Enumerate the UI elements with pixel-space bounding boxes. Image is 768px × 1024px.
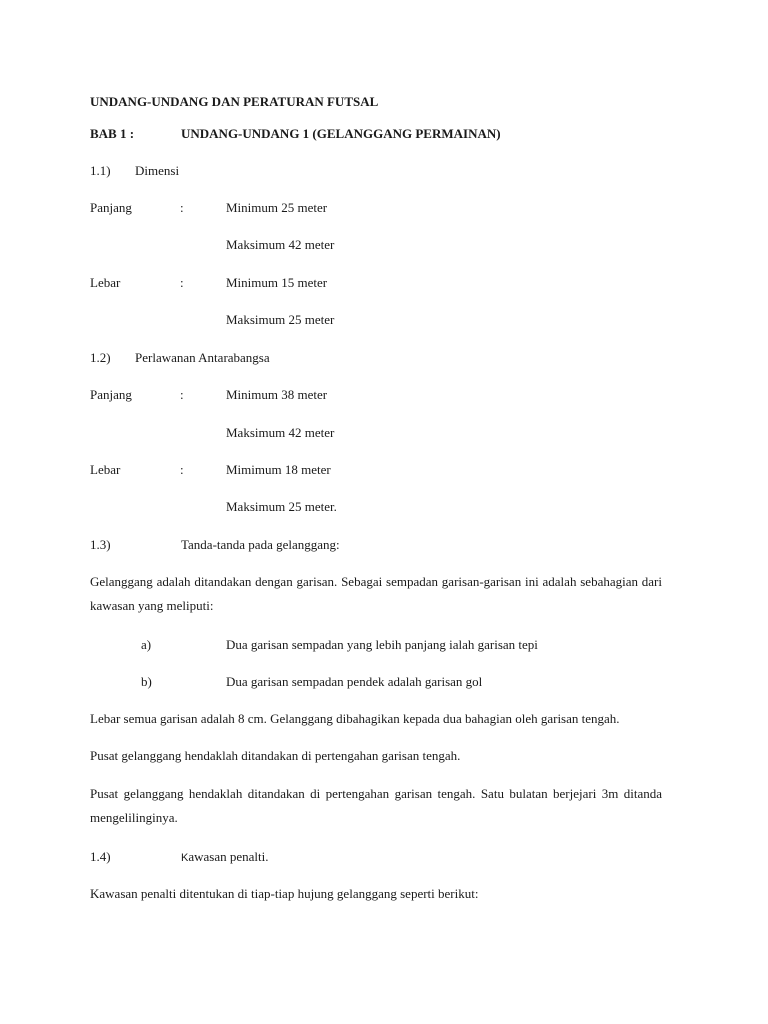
intl-panjang-min: Minimum 38 meter: [226, 387, 328, 402]
section-1-1-number: 1.1): [90, 163, 111, 178]
paragraph-pusat-gelanggang: Pusat gelanggang hendaklah ditandakan di pertengahan garisan tengah.: [90, 748, 461, 763]
paragraph-bulatan-tengah: Pusat gelanggang hendaklah ditandakan di pertengahan garisan tengah. Satu bulatan berjejari 3m ditanda mengelilinginya.: [90, 786, 662, 825]
dim-lebar-label: Lebar: [90, 275, 121, 290]
dim-lebar-min: Minimum 15 meter: [226, 275, 328, 290]
dim-lebar-colon: :: [180, 275, 184, 290]
list-item-b-text: Dua garisan sempadan pendek adalah garisan gol: [226, 674, 483, 689]
intl-panjang-max: Maksimum 42 meter: [226, 425, 335, 440]
paragraph-lebar-garisan: Lebar semua garisan adalah 8 cm. Gelanggang dibahagikan kepada dua bahagian oleh garisan tengah.: [90, 711, 620, 726]
intl-lebar-label: Lebar: [90, 462, 121, 477]
section-1-4-title: [181, 849, 268, 866]
section-1-2-title: Perlawanan Antarabangsa: [135, 350, 270, 365]
section-1-1-title: Dimensi: [135, 163, 180, 178]
section-1-4-title-rest: awasan penalti.: [188, 849, 269, 864]
dim-panjang-colon: :: [180, 200, 184, 215]
intl-lebar-max: Maksimum 25 meter.: [226, 499, 337, 514]
dim-panjang-min: Minimum 25 meter: [226, 200, 328, 215]
dim-panjang-label: Panjang: [90, 200, 132, 215]
chapter-label: BAB 1 :: [90, 126, 135, 141]
section-1-2-number: 1.2): [90, 350, 111, 365]
intl-panjang-label: Panjang: [90, 387, 132, 402]
section-1-3-number: 1.3): [90, 537, 111, 552]
intl-lebar-colon: :: [180, 462, 184, 477]
dim-panjang-max: Maksimum 42 meter: [226, 237, 335, 252]
chapter-title: UNDANG-UNDANG 1 (GELANGGANG PERMAINAN): [181, 126, 501, 141]
list-item-b-marker: b): [141, 674, 152, 689]
intl-lebar-min: Mimimum 18 meter: [226, 462, 331, 477]
section-1-3-title: Tanda-tanda pada gelanggang:: [181, 537, 340, 552]
section-1-4-number: 1.4): [90, 849, 111, 864]
list-item-a-text: Dua garisan sempadan yang lebih panjang ialah garisan tepi: [226, 637, 538, 652]
paragraph-kawasan-penalti: Kawasan penalti ditentukan di tiap-tiap hujung gelanggang seperti berikut:: [90, 886, 479, 901]
list-item-a-marker: a): [141, 637, 152, 652]
dim-lebar-max: Maksimum 25 meter: [226, 312, 335, 327]
section-1-4-title-initial: K: [181, 852, 189, 864]
paragraph-garisan-intro: Gelanggang adalah ditandakan dengan garisan. Sebagai sempadan garisan-garisan ini adalah sebahagian dari kawasan yang meliputi:: [90, 574, 662, 613]
document-title: UNDANG-UNDANG DAN PERATURAN FUTSAL: [90, 94, 379, 109]
intl-panjang-colon: :: [180, 387, 184, 402]
